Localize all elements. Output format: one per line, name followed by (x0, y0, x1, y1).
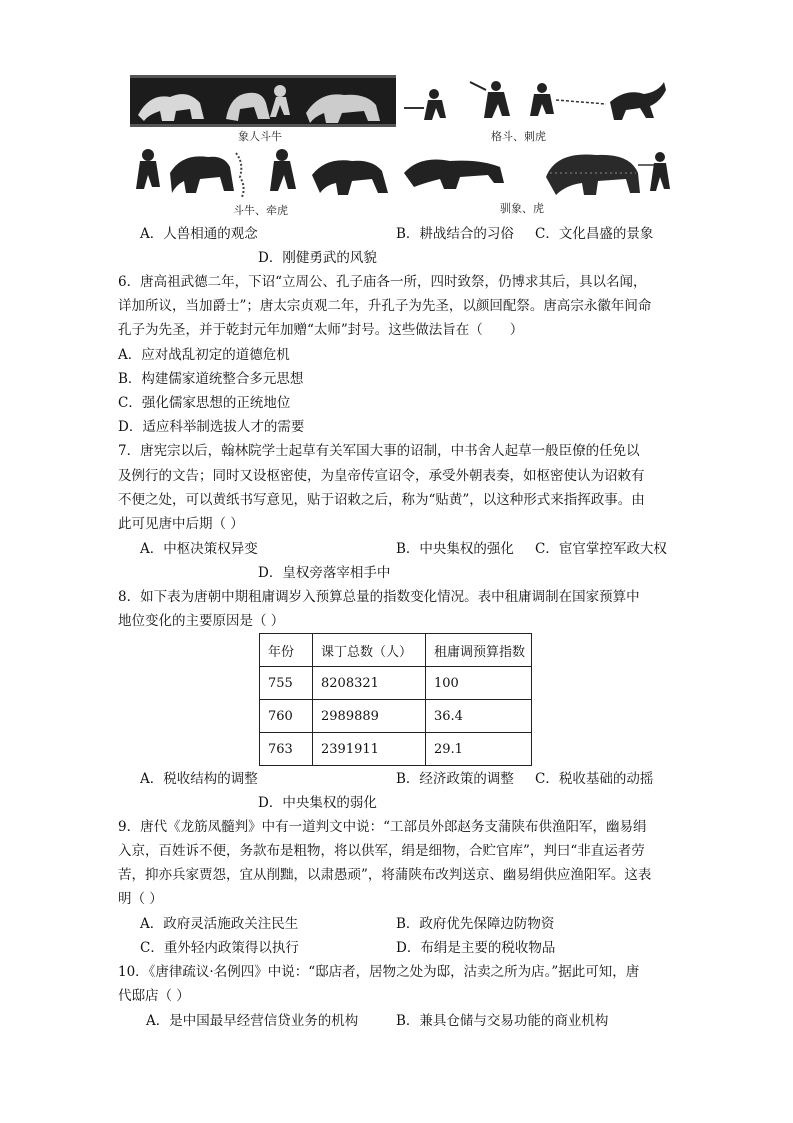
q9-option-c[interactable]: C．重外轻内政策得以执行 (140, 940, 299, 956)
relief-image-elephant-bull (130, 75, 396, 127)
table-cell: 2391911 (313, 733, 426, 766)
q5-option-a[interactable]: A．人兽相通的观念 (140, 226, 258, 242)
q7-option-a[interactable]: A．中枢决策权异变 (140, 541, 258, 557)
q7-option-d[interactable]: D．皇权旁落宰相手中 (258, 565, 391, 581)
table-header-cell: 租庸调预算指数 (426, 634, 532, 667)
table-header-cell: 年份 (260, 634, 313, 667)
relief-image-bull-tiger (132, 143, 400, 201)
table-cell: 100 (426, 667, 532, 700)
panel3-caption: 斗牛、牵虎 (233, 204, 288, 217)
q7-stem-line1: 7．唐宪宗以后，翰林院学士起草有关军国大事的诏制，中书舍人起草一般臣僚的任免以 (118, 443, 640, 459)
q7-option-c[interactable]: C．宦官掌控军政大权 (535, 541, 667, 557)
q8-stem-line2: 地位变化的主要原因是（ ） (118, 613, 285, 629)
table-cell: 36.4 (426, 700, 532, 733)
table-header-row (260, 634, 532, 667)
q8-option-b[interactable]: B．经济政策的调整 (396, 771, 514, 787)
q8-option-c[interactable]: C．税收基础的动摇 (535, 771, 654, 787)
q6-option-d[interactable]: D．适应科举制选拔人才的需要 (118, 419, 305, 435)
table-cell: 29.1 (426, 733, 532, 766)
panel2-caption: 格斗、刺虎 (491, 130, 546, 143)
q9-stem-line2: 入京，百姓诉不便，务款布是粗物，将以供军，绢是细物，合贮官库”，判曰“非直运者劳 (118, 843, 645, 859)
panel1-caption: 象人斗牛 (238, 130, 282, 143)
q5-option-c[interactable]: C．文化昌盛的景象 (535, 226, 654, 242)
q9-stem-line3: 苦，抑亦兵家贾怨，宜从削黜，以肃愚顽”，将蒲陕布改判送京、幽易绢供应渔阳军。这表 (118, 867, 652, 883)
table-cell: 8208321 (313, 667, 426, 700)
q7-stem-line3: 不便之处，可以黄纸书写意见，贴于诏敕之后，称为“贴黄”，以这种形式来指挥政事。由 (118, 492, 645, 508)
q8-stem-line1: 8．如下表为唐朝中期租庸调岁入预算总量的指数变化情况。表中租庸调制在国家预算中 (118, 589, 640, 605)
q7-stem-line4: 此可见唐中后期（ ） (118, 516, 244, 532)
q6-option-a[interactable]: A．应对战乱初定的道德危机 (118, 347, 290, 363)
table-row (260, 667, 532, 700)
table-cell: 755 (260, 667, 313, 700)
q5-option-d[interactable]: D．刚健勇武的风貌 (258, 250, 377, 266)
q6-stem-line1: 6．唐高祖武德二年，下诏“立周公、孔子庙各一所，四时致祭，仍博求其后，具以名闻， (118, 274, 647, 290)
q9-option-a[interactable]: A．政府灵活施政关注民生 (140, 916, 299, 932)
relief-image-elephant-tiger-tame (400, 143, 672, 201)
table-cell: 2989889 (313, 700, 426, 733)
q8-option-a[interactable]: A．税收结构的调整 (140, 771, 258, 787)
table-row (260, 733, 532, 766)
table-row (260, 700, 532, 733)
table-header-cell: 课丁总数（人） (313, 634, 426, 667)
q10-stem-line1: 10．《唐律疏议·名例四》中说：“邸店者，居物之处为邸，沽卖之所为店。”据此可知，唐 (118, 964, 640, 980)
q9-option-b[interactable]: B．政府优先保障边防物资 (396, 916, 555, 932)
q5-option-b[interactable]: B．耕战结合的习俗 (396, 226, 514, 242)
q9-stem-line1: 9．唐代《龙筋凤髓判》中有一道判文中说：“工部员外郎赵务支蒲陕布供渔阳军，幽易绢 (118, 819, 647, 835)
q6-option-b[interactable]: B．构建儒家道统整合多元思想 (118, 371, 304, 387)
q10-stem-line2: 代邸店（ ） (118, 988, 190, 1004)
q6-stem-line2: 详加所议，当加爵士”；唐太宗贞观二年，升孔子为先圣，以颜回配祭。唐高宗永徽年间命 (118, 298, 652, 314)
q8-table (259, 633, 532, 766)
q7-option-b[interactable]: B．中央集权的强化 (396, 541, 514, 557)
q10-option-b[interactable]: B．兼具仓储与交易功能的商业机构 (396, 1013, 609, 1029)
q7-stem-line2: 及例行的文告；同时又设枢密使，为皇帝传宣诏令，承受外朝表奏，如枢密使认为诏敕有 (118, 468, 645, 484)
q6-stem-line3: 孔子为先圣，并于乾封元年加赠“太师”封号。这些做法旨在（ ） (118, 322, 524, 338)
q8-option-d[interactable]: D．中央集权的弱化 (258, 795, 377, 811)
table-cell: 760 (260, 700, 313, 733)
relief-image-fight-tiger (400, 68, 672, 128)
q6-option-c[interactable]: C．强化儒家思想的正统地位 (118, 395, 291, 411)
q10-option-a[interactable]: A．是中国最早经营信贷业务的机构 (146, 1013, 359, 1029)
q9-stem-line4: 明（ ） (118, 891, 163, 907)
q9-option-d[interactable]: D．布绢是主要的税收物品 (396, 940, 556, 956)
panel4-caption: 驯象、虎 (500, 202, 544, 215)
table-cell: 763 (260, 733, 313, 766)
